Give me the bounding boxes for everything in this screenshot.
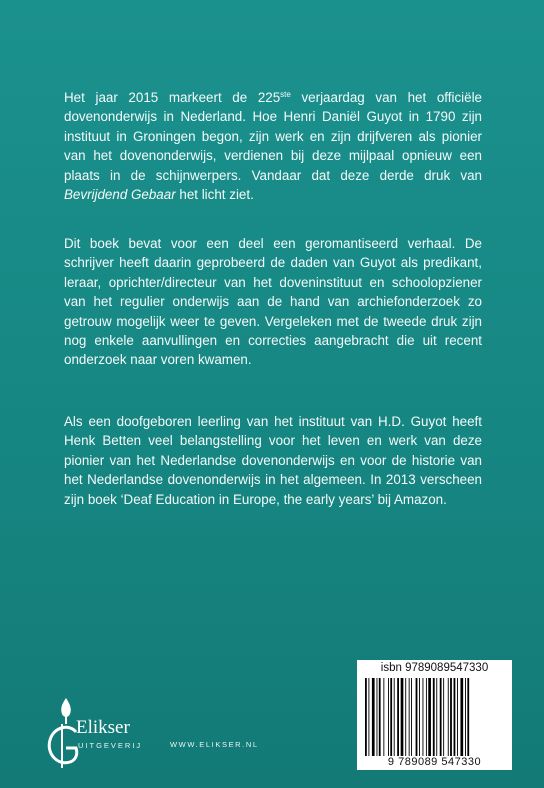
intro-text-body: verjaardag van het officiële dovenonderwijs in Nederland. Hoe Henri Daniël Guyot in 1790 zijn instituut in Groningen begon, zijn werk en zijn drijfveren als pionier van het dovenonderwijs, verdienen bij deze mijlpaal opnieuw een plaats in de schijnwerpers. Vandaar dat deze derde druk van <box>64 90 482 183</box>
publisher-website: WWW.ELIKSER.NL <box>170 740 259 749</box>
author-text: Als een doofgeboren leerling van het instituut van H.D. Guyot heeft Henk Betten veel belangstelling voor het leven en werk van deze pionier van het Nederlandse dovenonderwijs en voor de historie van het Nederlandse dovenonderwijs in het algemeen. In 2013 verscheen zijn boek ‘Deaf Education in Europe, the early years’ bij Amazon. <box>64 414 482 507</box>
barcode-bars <box>363 678 506 756</box>
story-paragraph <box>64 234 482 370</box>
isbn-label: isbn 9789089547330 <box>380 662 489 674</box>
publisher-name: Elikser <box>76 717 130 738</box>
publisher-subtitle: UITGEVERIJ <box>78 741 143 750</box>
intro-text-start: Het jaar 2015 markeert de 225 <box>64 90 281 105</box>
author-paragraph <box>64 412 482 509</box>
isbn-barcode <box>357 660 512 770</box>
intro-text-end: het licht ziet. <box>175 187 254 203</box>
story-text: Dit boek bevat voor een deel een geromantiseerd verhaal. De schrijver heeft daarin geprobeerd de daden van Guyot als predikant, leraar, oprichter/directeur van het doveninstituut en schoolopziener van het regulier onderwijs aan de hand van archiefonderzoek zo getrouw mogelijk weer te geven. Vergeleken met de tweede druk zijn nog enkele aanvullingen en correcties aangebracht die uit recent onderzoek naar voren kwamen. <box>64 236 482 368</box>
intro-paragraph <box>64 88 482 204</box>
book-title-italic: Bevrijdend Gebaar <box>64 187 176 203</box>
ordinal-superscript: ste <box>280 90 291 99</box>
isbn-digits: 9 789089 547330 <box>387 756 482 768</box>
